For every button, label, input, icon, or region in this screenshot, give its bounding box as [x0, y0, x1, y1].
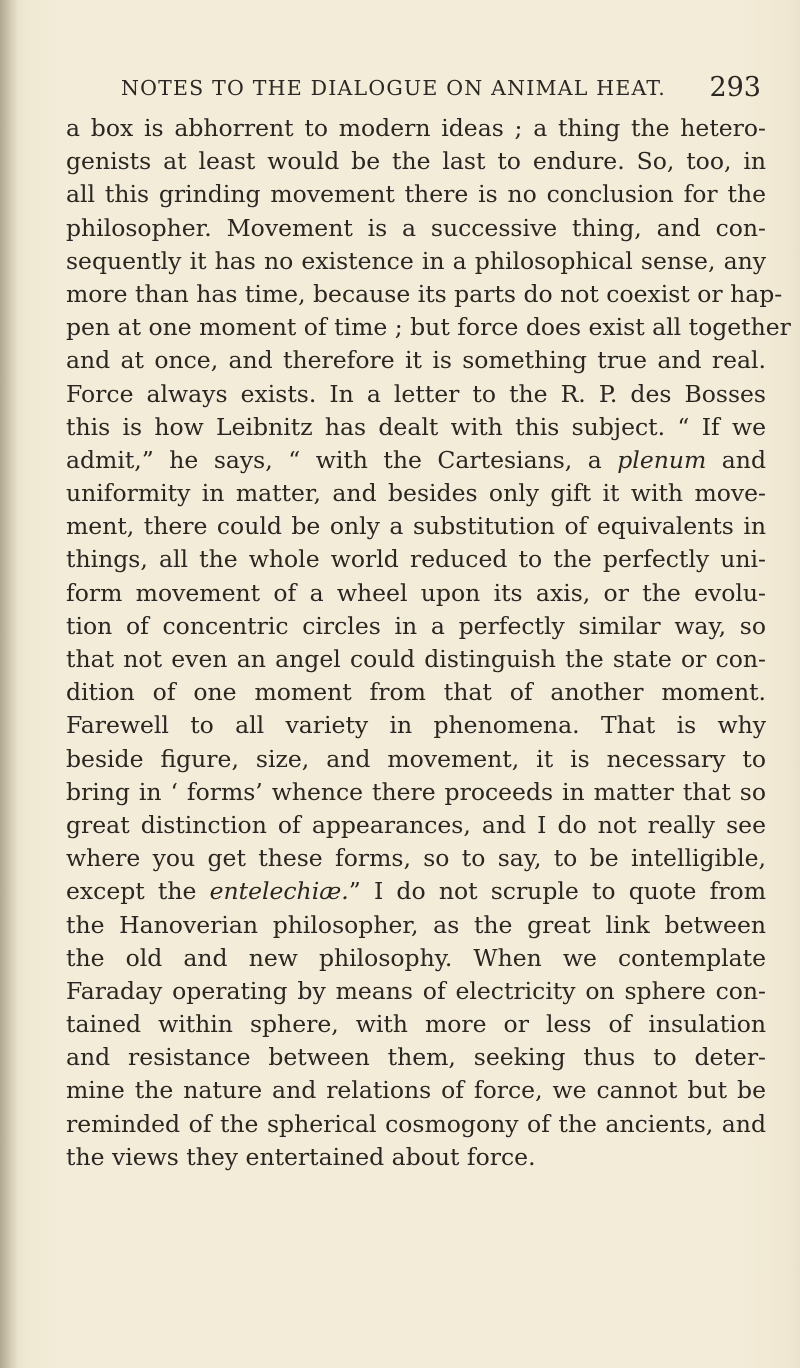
text-line [66, 411, 766, 444]
text-line [66, 477, 766, 510]
text-line [66, 676, 766, 709]
text-run: reminded of the spherical cosmogony of the ancients, and [66, 1109, 766, 1138]
text-run: more than has time, because its parts do not coexist or hap- [66, 279, 783, 308]
text-run: Faraday operating by means of electricity on sphere con- [66, 976, 766, 1005]
page-number: 293 [709, 72, 761, 103]
text-line [66, 776, 766, 809]
text-run: all this grinding movement there is no conclusion for the [66, 180, 766, 209]
text-line [66, 278, 783, 311]
text-run: the old and new philosophy. When we contemplate [66, 943, 766, 972]
text-line [66, 942, 766, 975]
text-run: things, all the whole world reduced to the perfectly uni- [66, 545, 766, 574]
text-line [66, 145, 766, 178]
text-line [66, 344, 766, 377]
text-line [66, 709, 766, 742]
text-line [66, 743, 766, 776]
text-line [66, 809, 766, 842]
text-run: and [706, 445, 766, 474]
running-head-title: NOTES TO THE DIALOGUE ON ANIMAL HEAT. [121, 76, 666, 100]
text-line [66, 378, 766, 411]
text-run: philosopher. Movement is a successive thing, and con- [66, 213, 766, 242]
text-line [66, 245, 766, 278]
text-line [66, 875, 766, 908]
text-line [66, 1008, 766, 1041]
text-run: pen at one moment of time ; but force does exist all together [66, 313, 791, 342]
text-line [66, 842, 766, 875]
text-line [66, 543, 766, 576]
text-run: mine the nature and relations of force, we cannot but be [66, 1076, 766, 1105]
text-line [66, 909, 766, 942]
text-run: the views they entertained about force. [66, 1142, 536, 1171]
text-line [66, 1141, 766, 1174]
text-line [66, 577, 766, 610]
text-run: that not even an angel could distinguish the state or con- [66, 645, 766, 673]
text-run: admit,” he says, “ with the Cartesians, a [66, 445, 618, 474]
text-run: a box is abhorrent to modern ideas ; a thing the hetero- [66, 114, 766, 142]
text-run: uniformity in matter, and besides only gift it with move- [66, 479, 766, 508]
text-line [66, 1041, 766, 1074]
text-line [66, 975, 766, 1008]
text-run: this is how Leibnitz has dealt with this subject. “ If we [66, 412, 766, 441]
text-run: sequently it has no existence in a philosophical sense, any [66, 246, 766, 275]
text-run: Farewell to all variety in phenomena. That is why [66, 711, 766, 740]
text-run: ” I do not scruple to quote from [348, 877, 766, 906]
italic-term: entelechiæ. [209, 877, 349, 906]
text-line [66, 178, 766, 211]
body-text [66, 112, 791, 1174]
text-run: great distinction of appearances, and I do not really see [66, 810, 766, 839]
text-run: and at once, and therefore it is something true and real. [66, 346, 766, 375]
text-run: tion of concentric circles in a perfectly similar way, so [66, 611, 766, 640]
text-run: ment, there could be only a substitution of equivalents in [66, 512, 766, 541]
text-line [66, 510, 766, 543]
text-run: where you get these forms, so to say, to be intelligible, [66, 844, 766, 873]
text-run: beside figure, size, and movement, it is necessary to [66, 744, 766, 773]
text-line [66, 444, 766, 477]
text-line [66, 311, 791, 344]
italic-term: plenum [617, 445, 707, 474]
text-run: and resistance between them, seeking thus to deter- [66, 1043, 766, 1072]
text-run: the Hanoverian philosopher, as the great link between [66, 910, 766, 939]
text-run: tained within sphere, with more or less of insulation [66, 1010, 766, 1039]
text-run: dition of one moment from that of another moment. [66, 678, 766, 707]
text-line [66, 610, 766, 643]
text-run: Force always exists. In a letter to the R. P. des Bosses [66, 379, 766, 408]
text-line [66, 1074, 766, 1107]
text-run: bring in ‘ forms’ whence there proceeds in matter that so [66, 777, 766, 806]
text-line [66, 112, 766, 145]
running-head [121, 72, 761, 108]
text-line [66, 212, 766, 245]
text-line [66, 643, 766, 676]
text-run: genists at least would be the last to endure. So, too, in [66, 147, 766, 176]
text-run: except the [66, 877, 210, 906]
binding-shadow [0, 0, 18, 1368]
text-line [66, 1108, 766, 1141]
text-run: form movement of a wheel upon its axis, or the evolu- [66, 578, 766, 607]
